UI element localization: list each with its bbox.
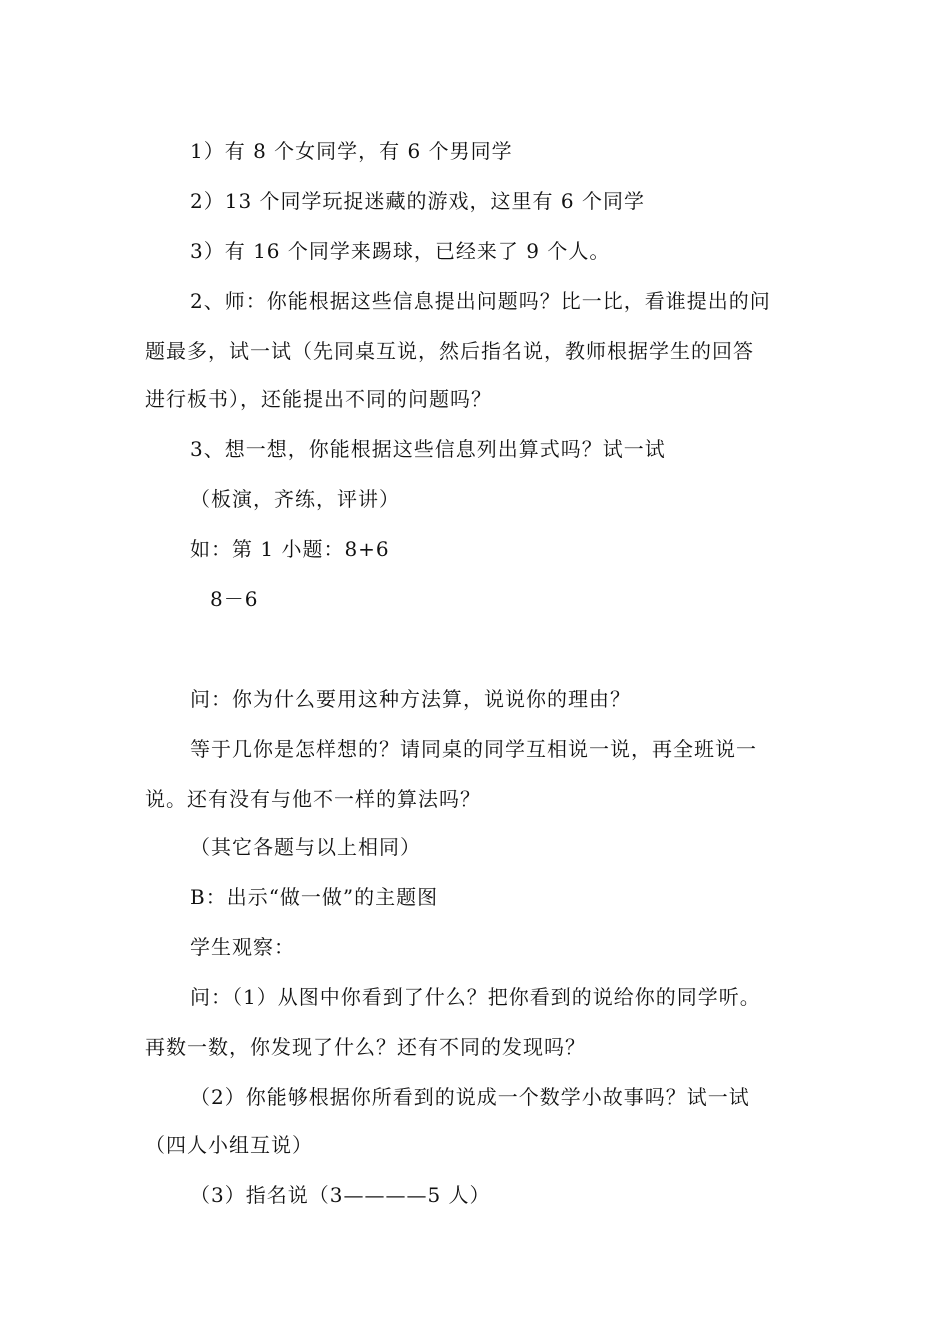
text-line-2: 2）13 个同学玩捉迷藏的游戏，这里有 6 个同学	[190, 189, 645, 213]
text-line-19: （2）你能够根据你所看到的说成一个数学小故事吗？试一试	[190, 1085, 750, 1109]
text-line-8: （板演，齐练，评讲）	[190, 487, 400, 511]
text-line-13: 说。还有没有与他不一样的算法吗？	[145, 787, 481, 811]
text-line-4: 2、师：你能根据这些信息提出问题吗？比一比，看谁提出的问	[190, 289, 771, 313]
text-line-20: （四人小组互说）	[145, 1133, 313, 1157]
text-line-15: B：出示“做一做”的主题图	[190, 885, 439, 909]
text-line-11: 问：你为什么要用这种方法算，说说你的理由？	[190, 687, 631, 711]
text-line-5: 题最多，试一试（先同桌互说，然后指名说，教师根据学生的回答	[145, 339, 754, 363]
text-line-9: 如：第 1 小题：8+6	[190, 537, 390, 561]
text-line-7: 3、想一想，你能根据这些信息列出算式吗？试一试	[190, 437, 666, 461]
text-line-12: 等于几你是怎样想的？请同桌的同学互相说一说，再全班说一	[190, 737, 757, 761]
text-line-17: 问：（1）从图中你看到了什么？把你看到的说给你的同学听。	[190, 985, 761, 1009]
text-line-21: （3）指名说（3————5 人）	[190, 1183, 491, 1207]
text-line-1: 1）有 8 个女同学，有 6 个男同学	[190, 139, 513, 163]
text-line-18: 再数一数，你发现了什么？还有不同的发现吗？	[145, 1035, 586, 1059]
text-line-16: 学生观察：	[190, 935, 295, 959]
text-line-10: 8－6	[210, 587, 259, 611]
text-line-6: 进行板书），还能提出不同的问题吗？	[145, 387, 492, 411]
text-line-3: 3）有 16 个同学来踢球，已经来了 9 个人。	[190, 239, 611, 263]
text-line-14: （其它各题与以上相同）	[190, 835, 421, 859]
